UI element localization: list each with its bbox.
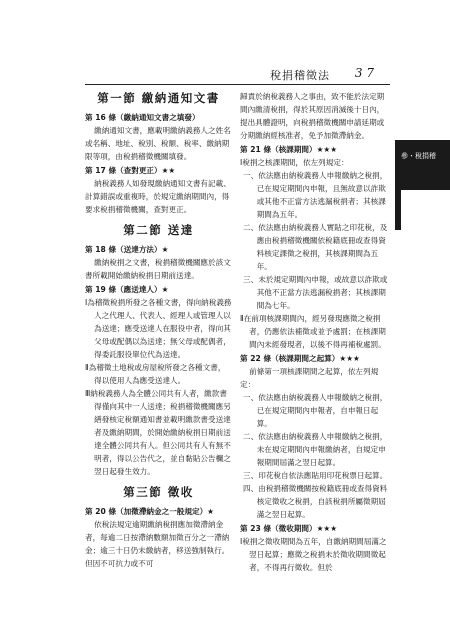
right-column [240, 90, 390, 574]
article-heading: 第 21 條（核課期間）★★★ [240, 145, 338, 154]
article-heading: 第 23 條（徵收期間）★★★ [240, 524, 338, 533]
article-heading: 第 16 條（繳納通知文書之填發） [85, 113, 200, 122]
list-item: 三、印花稅自依法應貼用印花稅票日起算。 [243, 471, 388, 480]
article-text: 繳納通知文書，應載明繳納義務人之姓名或名稱、地址、稅別、稅額、稅率、繳納期限等項，由稅捐稽徵機關填發。 [85, 126, 231, 161]
section-heading: 第二節 送達 [123, 223, 194, 237]
header-rule [85, 84, 390, 85]
chapter-tab-edge [395, 190, 401, 230]
article-text: 前條第一項核課期間之起算，依左列規定： [240, 367, 379, 389]
article-text: 納稅義務人如發現繳納通知文書有記載、計算錯誤或重複時，於規定繳納期間內，得要求稅捐稽徵機關，查對更正。 [85, 179, 231, 214]
list-item: 一、依法應由納稅義務人申報繳納之稅捐，已在規定期間內申報，且無故意以詐欺或其他不正當方法逃漏稅捐者；其核課期間為五年。 [243, 171, 388, 219]
article-text: 繳納稅捐之文書，稅捐稽徵機關應於該文書所載開始繳納稅捐日期前送達。 [85, 258, 231, 280]
article-heading: 第 19 條（應送達人）★ [85, 285, 169, 294]
running-header [85, 64, 390, 84]
left-column [85, 90, 232, 570]
article-text: 依稅法規定逾期繳納稅捐應加徵滯納金者，每逾二日按滯納數額加徵百分之一滯納金；逾三十日仍未繳納者，移送強制執行。但因不可抗力或不可 [85, 520, 230, 568]
list-item: 一、依法應由納稅義務人申報繳納之稅捐，已在規定期間內申報者，自申報日起算。 [243, 393, 388, 428]
section-heading: 第三節 徵收 [123, 485, 194, 499]
numbered-paragraph: Ⅰ稅捐之徵收期間為五年，自繳納期間屆滿之翌日起算；應徵之稅捐未於徵收期間徵起者，不得再行徵收。但於 [240, 537, 387, 572]
section-heading: 第一節 繳納通知文書 [97, 91, 220, 105]
list-item: 二、依法應由納稅義務人實貼之印花稅，及應由稅捐稽徵機關依稅籍底冊或查得資料核定課徵之稅捐，其核課期間為五年。 [243, 223, 388, 271]
chapter-tab-label: 參・稅捐稽 [401, 152, 436, 160]
article-text: 歸責於納稅義務人之事由，致不能於法定期間內繳清稅捐，得於其原因消滅後十日內，提出具體證明，向稅捐稽徵機關申請延期或分期繳納經核准者，免予加徵滯納金。 [240, 92, 385, 140]
page-number: 3 7 [354, 66, 374, 80]
list-item: 二、依法應由納稅義務人申報繳納之稅捐，未在規定期間內申報繳納者，自規定申報期間屆滿之翌日起算。 [243, 432, 388, 467]
list-item: 三、未於規定期間內申報，或故意以詐欺或其他不正當方法逃漏稅捐者；其核課期間為七年。 [243, 275, 388, 310]
header-title: 稅捐稽徵法 [270, 69, 330, 82]
numbered-paragraph: Ⅱ為稽徵土地稅或房屋稅所發之各種文書，得以使用人為應受送達人。 [85, 363, 226, 385]
numbered-paragraph: Ⅲ納稅義務人為全體公同共有人者，繳款書得僅向其中一人送達；稅捐稽徵機關應另繕發核定稅額通知書並載明繳款書受送達者及繳納期間，於開始繳納稅捐日期前送達全體公同共有人。但公同共有人有無不明者，得以公告代之，並自黏貼公告欄之翌日起發生效力。 [85, 389, 231, 476]
article-heading: 第 17 條（查對更正）★★ [85, 166, 176, 175]
numbered-paragraph: Ⅰ稅捐之核課期間，依左列規定： [240, 158, 349, 167]
list-item: 四、由稅捐稽徵機關按稅籍底冊或查得資料核定徵收之稅捐，自該稅捐所屬徵期屆滿之翌日起算。 [243, 484, 388, 519]
article-heading: 第 18 條（送達方法）★ [85, 245, 169, 254]
numbered-paragraph: Ⅰ為稽徵稅捐所發之各種文書，得向納稅義務人之代理人、代表人、經理人或管理人以為送達；應受送達人在服役中者，得向其父母或配偶以為送達；無父母或配偶者，得委託服役單位代為送達。 [85, 298, 232, 359]
article-heading: 第 20 條（加徵滯納金之一般規定）★ [85, 507, 214, 516]
numbered-paragraph: Ⅱ在前項核課期間內，經另發現應徵之稅捐者，仍應依法補徵或並予處罰；在核課期間內未經發現者，以後不得再補稅處罰。 [240, 314, 386, 349]
chapter-tab [395, 140, 450, 190]
article-heading: 第 22 條（核課期間之起算）★★★ [240, 354, 360, 363]
